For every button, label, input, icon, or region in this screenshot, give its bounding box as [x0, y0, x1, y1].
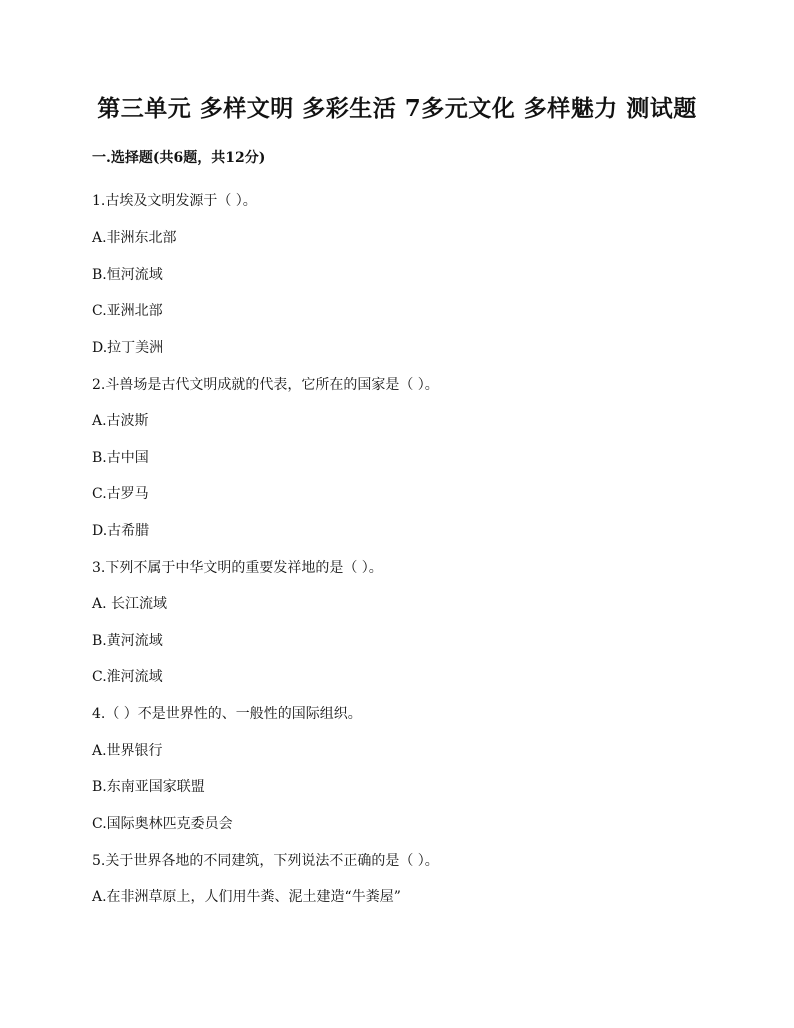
option-3b: B.黄河流域: [92, 633, 163, 649]
section-heading: 一.选择题(共6题，共12分): [92, 150, 266, 166]
question-stem-2: 2.斗兽场是古代文明成就的代表，它所在的国家是（ ）。: [92, 377, 439, 393]
option-5a: A.在非洲草原上，人们用牛粪、泥土建造“牛粪屋”: [92, 889, 401, 905]
option-4b: B.东南亚国家联盟: [92, 779, 205, 795]
option-4c: C.国际奥林匹克委员会: [92, 816, 233, 832]
option-1a: A.非洲东北部: [92, 230, 177, 246]
option-3c: C.淮河流域: [92, 669, 163, 685]
option-4a: A.世界银行: [92, 743, 163, 759]
option-1b: B.恒河流域: [92, 267, 163, 283]
question-stem-3: 3.下列不属于中华文明的重要发祥地的是（ ）。: [92, 560, 383, 576]
page-title: 第三单元 多样文明 多彩生活 7多元文化 多样魅力 测试题: [97, 95, 697, 122]
option-1c: C.亚洲北部: [92, 303, 163, 319]
question-stem-4: 4.（ ）不是世界性的、一般性的国际组织。: [92, 706, 362, 722]
option-2c: C.古罗马: [92, 486, 149, 502]
question-stem-1: 1.古埃及文明发源于（ ）。: [92, 193, 257, 209]
option-2a: A.古波斯: [92, 413, 149, 429]
option-3a: A. 长江流域: [92, 596, 168, 612]
option-1d: D.拉丁美洲: [92, 340, 164, 356]
question-stem-5: 5.关于世界各地的不同建筑，下列说法不正确的是（ ）。: [92, 853, 439, 869]
option-2b: B.古中国: [92, 450, 149, 466]
option-2d: D.古希腊: [92, 523, 150, 539]
